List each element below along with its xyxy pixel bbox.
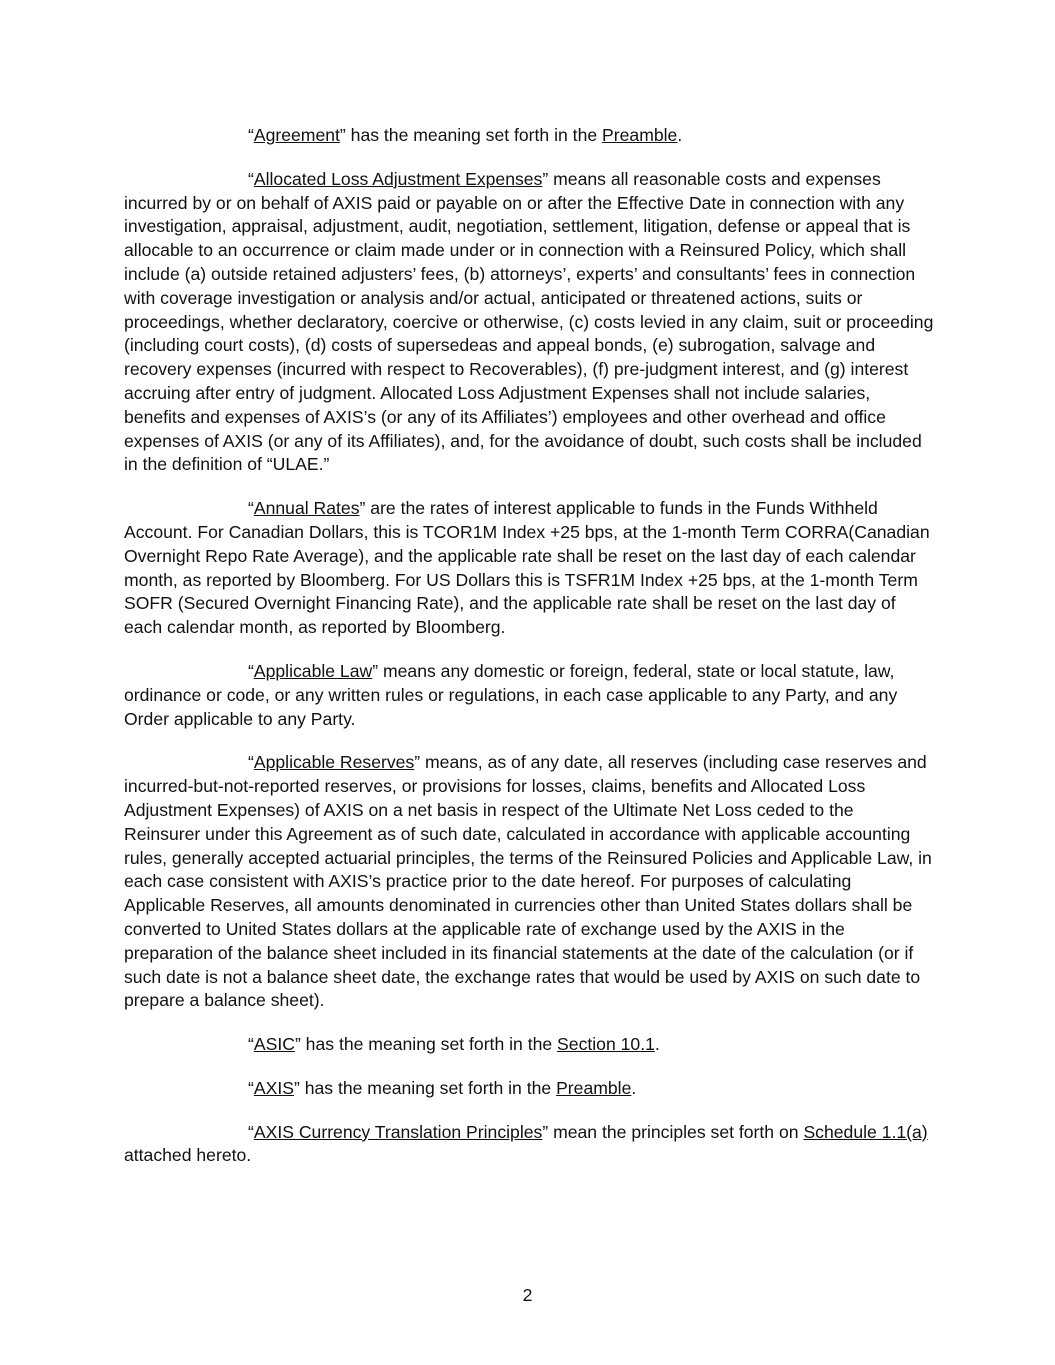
definition-allocated-loss-adjustment-expenses [124, 168, 934, 477]
open-quote: “ [248, 498, 254, 519]
cross-reference: Preamble [602, 125, 678, 145]
open-quote: “ [248, 125, 254, 145]
open-quote: “ [248, 1121, 254, 1142]
definition-text-end: . [654, 1034, 660, 1055]
definition-text-end: . [631, 1077, 637, 1098]
definition-text: means any domestic or foreign, federal, state or local statute, law, ordinance or code, or any written rules or regulations, in each case applicable to any Party, and any Order applicable to any Party. [124, 660, 898, 729]
close-quote: ” [294, 1034, 301, 1055]
defined-term: AXIS [253, 1077, 294, 1098]
open-quote: “ [248, 168, 254, 189]
definition-text: mean the principles set forth on [548, 1121, 804, 1142]
open-quote: “ [248, 1034, 254, 1055]
definition-text-end: attached hereto. [124, 1145, 252, 1166]
close-quote: ” [372, 660, 379, 681]
document-body [124, 124, 934, 1188]
defined-term: Agreement [253, 125, 340, 145]
close-quote: ” [542, 168, 549, 189]
close-quote: ” [339, 125, 346, 145]
open-quote: “ [248, 1077, 254, 1098]
close-quote: ” [359, 498, 366, 519]
cross-reference: Preamble [556, 1077, 632, 1098]
close-quote: ” [542, 1121, 549, 1142]
definition-text: has the meaning set forth in the [299, 1077, 557, 1098]
definition-axis [124, 1077, 934, 1101]
definition-text: means all reasonable costs and expenses incurred by or on behalf of AXIS paid or payable on or after the Effective Date in connection with any investigation, appraisal, adjustment, audit, negotiation, settlement, litigation, defense or appeal that is allocable to an occurrence or claim made under or in connection with a Reinsured Policy, which shall include (a) outside retained adjusters’ fees, (b) attorneys’, experts’ and consultants’ fees in connection with coverage investigation or analysis and/or actual, anticipated or threatened actions, suits or proceedings, whether declaratory, coercive or otherwise, (c) costs levied in any claim, suit or proceeding (including court costs), (d) costs of supersedeas and appeal bonds, (e) subrogation, salvage and recovery expenses (incurred with respect to Recoverables), (f) pre-judgment interest, and (g) interest accruing after entry of judgment. Allocated Loss Adjustment Expenses shall not include salaries, benefits and expenses of AXIS’s (or any of its Affiliates’) employees and other overhead and office expenses of AXIS (or any of its Affiliates), and, for the avoidance of doubt, such costs shall be included in the definition of “ULAE.” [124, 168, 934, 475]
definition-text: has the meaning set forth in the [345, 125, 603, 145]
page-number: 2 [522, 1285, 533, 1305]
close-quote: ” [293, 1077, 300, 1098]
definition-text: has the meaning set forth in the [300, 1034, 558, 1055]
open-quote: “ [248, 752, 254, 773]
definition-text-end: . [677, 125, 683, 145]
defined-term: Allocated Loss Adjustment Expenses [253, 168, 543, 189]
defined-term: Applicable Law [253, 660, 373, 681]
definition-asic [124, 1033, 934, 1057]
definition-axis-currency-translation-principles [124, 1121, 934, 1169]
close-quote: ” [414, 752, 421, 773]
definition-annual-rates [124, 497, 934, 640]
open-quote: “ [248, 660, 254, 681]
cross-reference: Section 10.1 [557, 1034, 655, 1055]
defined-term: Applicable Reserves [253, 752, 415, 773]
definition-applicable-law [124, 660, 934, 731]
defined-term: ASIC [253, 1034, 295, 1055]
cross-reference: Schedule 1.1(a) [803, 1121, 928, 1142]
defined-term: Annual Rates [253, 498, 360, 519]
definition-text: means, as of any date, all reserves (including case reserves and incurred-but-not-reported reserves, or provisions for losses, claims, benefits and Allocated Loss Adjustment Expenses) of AXIS on a net basis in respect of the Ultimate Net Loss ceded to the Reinsurer under this Agreement as of such date, calculated in accordance with applicable accounting rules, generally accepted actuarial principles, the terms of the Reinsured Policies and Applicable Law, in each case consistent with AXIS’s practice prior to the date hereof. For purposes of calculating Applicable Reserves, all amounts denominated in currencies other than United States dollars shall be converted to United States dollars at the applicable rate of exchange used by the AXIS in the preparation of the balance sheet included in its financial statements at the date of the calculation (or if such date is not a balance sheet date, the exchange rates that would be used by AXIS on such date to prepare a balance sheet). [124, 752, 932, 1011]
defined-term: AXIS Currency Translation Principles [253, 1121, 543, 1142]
definition-text: are the rates of interest applicable to funds in the Funds Withheld Account. For Canadian Dollars, this is TCOR1M Index +25 bps, at the 1-month Term CORRA(Canadian Overnight Repo Rate Average), and the applicable rate shall be reset on the last day of each calendar month, as reported by Bloomberg. For US Dollars this is TSFR1M Index +25 bps, at the 1-month Term SOFR (Secured Overnight Financing Rate), and the applicable rate shall be reset on the last day of each calendar month, as reported by Bloomberg. [124, 498, 930, 638]
definition-applicable-reserves [124, 751, 934, 1013]
definition-agreement [124, 124, 934, 148]
